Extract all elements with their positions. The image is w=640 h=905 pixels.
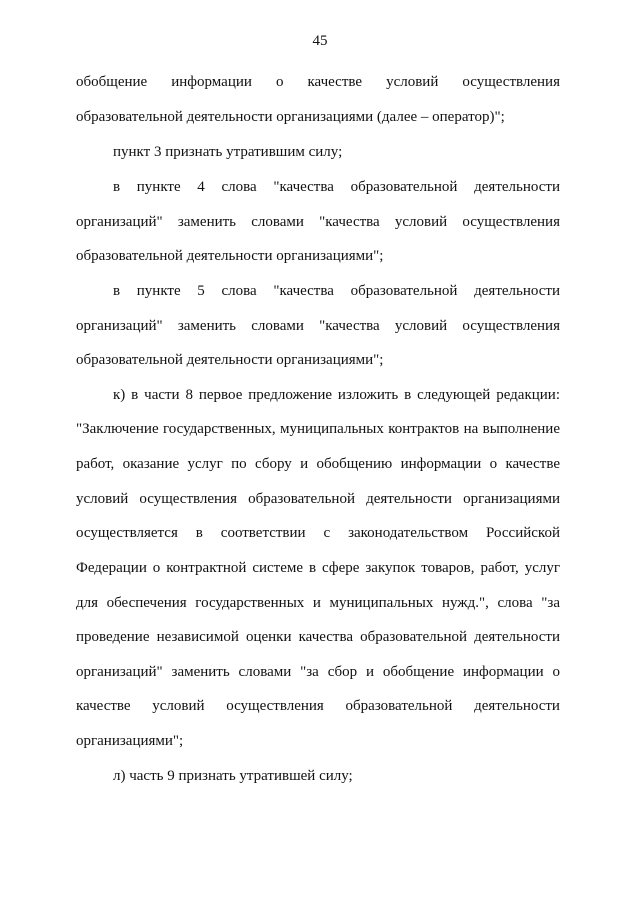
- text-line: организаций" заменить словами "качества условий осуществления: [76, 318, 560, 334]
- page-number: 45: [312, 33, 328, 49]
- text-line: обобщение информации о качестве условий осуществления: [76, 74, 560, 90]
- text-line: в пункте 4 слова "качества образовательной деятельности: [113, 179, 560, 195]
- text-line: проведение независимой оценки качества образовательной деятельности: [76, 629, 560, 645]
- text-line: пункт 3 признать утратившим силу;: [113, 144, 343, 160]
- text-line: организаций" заменить словами "за сбор и обобщение информации о: [76, 664, 560, 680]
- text-line: образовательной деятельности организациями";: [76, 248, 384, 264]
- text-line: в пункте 5 слова "качества образовательной деятельности: [113, 283, 560, 299]
- text-line: образовательной деятельности организациями";: [76, 352, 384, 368]
- text-line: образовательной деятельности организациями (далее – оператор)";: [76, 109, 505, 125]
- text-line: организаций" заменить словами "качества условий осуществления: [76, 214, 560, 230]
- text-line: условий осуществления образовательной деятельности организациями: [76, 491, 560, 507]
- text-line: осуществляется в соответствии с законодательством Российской: [76, 525, 560, 541]
- text-line: Федерации о контрактной системе в сфере закупок товаров, работ, услуг: [76, 560, 560, 576]
- text-line: "Заключение государственных, муниципальных контрактов на выполнение: [76, 421, 560, 437]
- text-line: работ, оказание услуг по сбору и обобщению информации о качестве: [76, 456, 560, 472]
- text-line: организациями";: [76, 733, 184, 749]
- text-line: к) в части 8 первое предложение изложить в следующей редакции:: [113, 387, 560, 403]
- text-line: л) часть 9 признать утратившей силу;: [113, 768, 353, 784]
- text-line: для обеспечения государственных и муниципальных нужд.", слова "за: [76, 595, 560, 611]
- text-line: качестве условий осуществления образовательной деятельности: [76, 698, 560, 714]
